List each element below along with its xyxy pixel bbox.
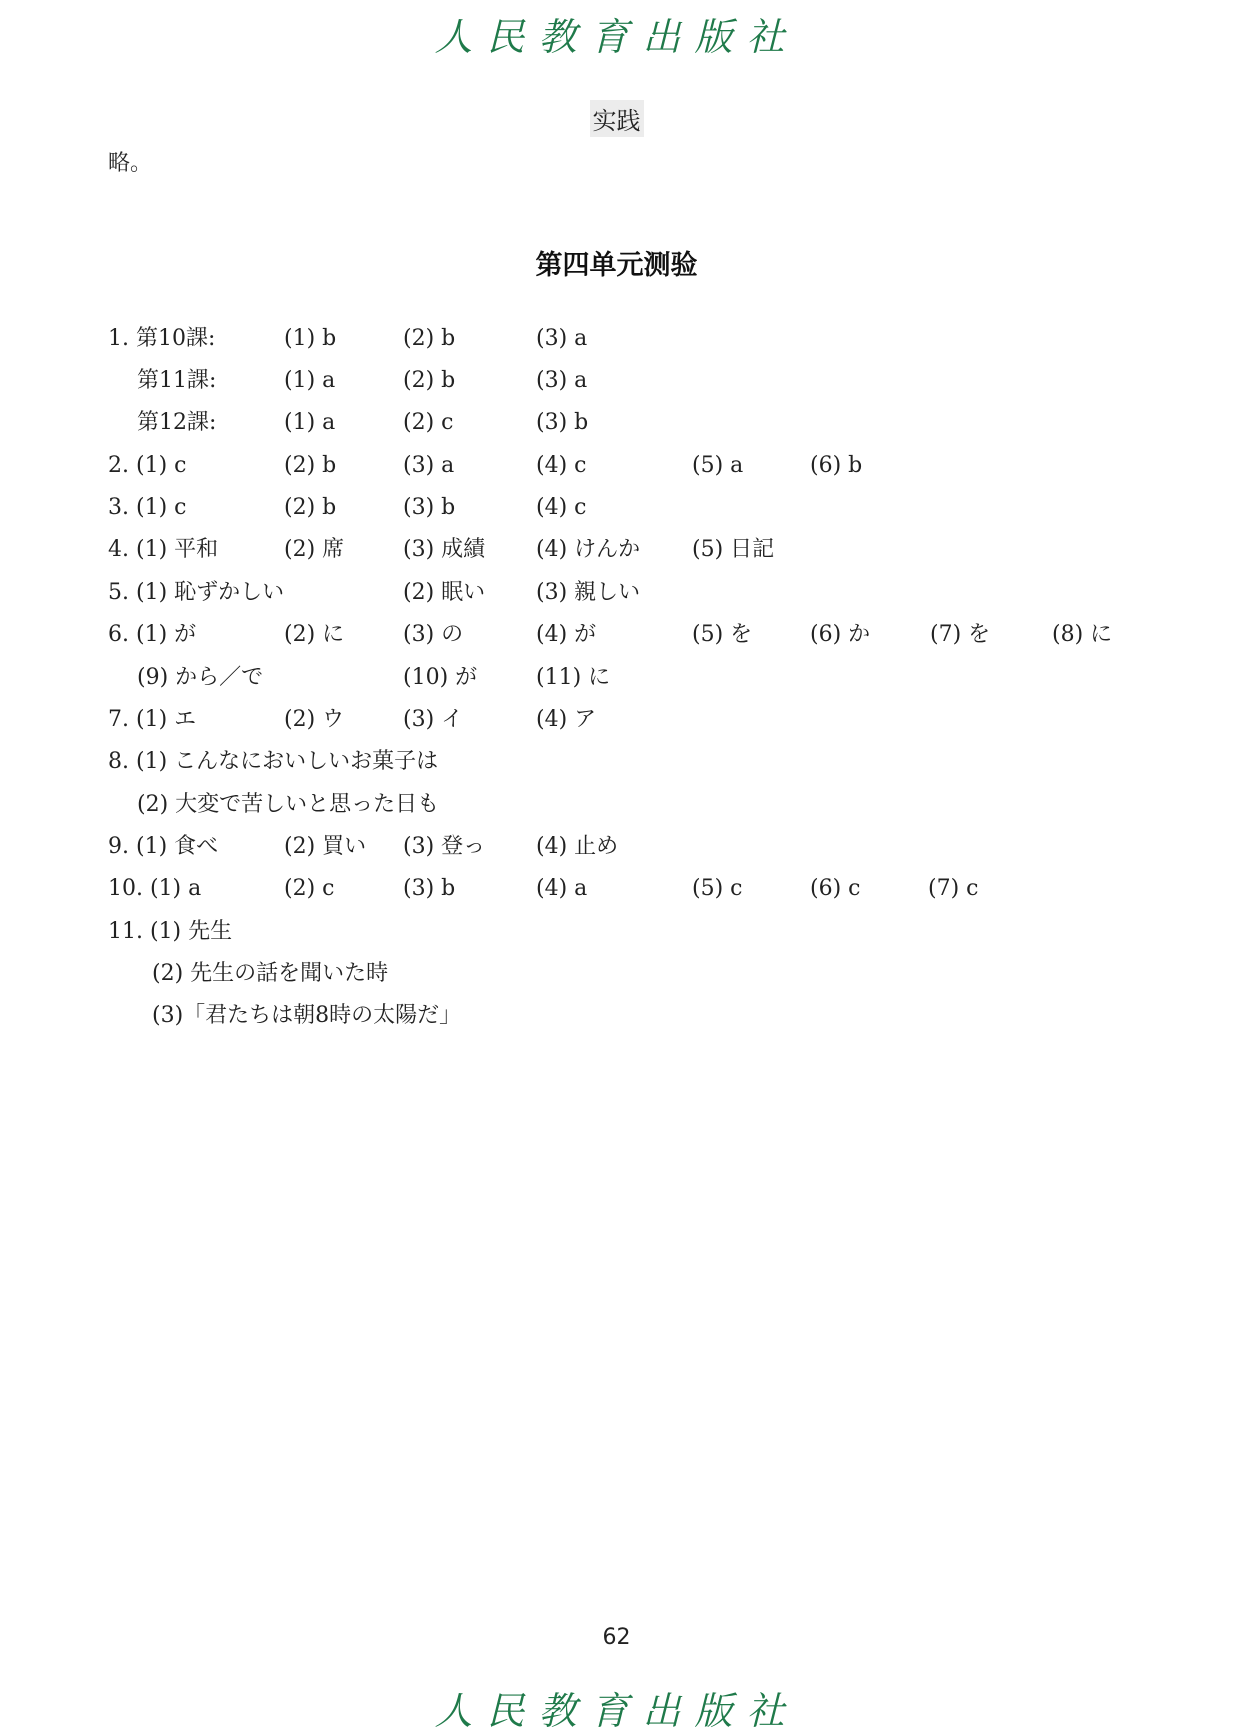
answer-item: 10. (1) a (108, 876, 202, 901)
answer-item: (4) c (536, 453, 587, 478)
answer-item: (4) 止め (536, 834, 619, 859)
answer-item: 第11課: (137, 368, 217, 393)
answer-item: (3)「君たちは朝8時の太陽だ」 (152, 1003, 462, 1028)
answer-item: (8) に (1052, 622, 1113, 647)
answer-row (0, 705, 1233, 745)
answer-item: (3) b (403, 495, 456, 520)
answer-item: (6) c (810, 876, 861, 901)
answer-item: (2) b (284, 495, 337, 520)
answer-item: (2) 眠い (403, 580, 486, 605)
answer-item: (5) 日記 (692, 537, 775, 562)
answer-item: (5) c (692, 876, 743, 901)
answer-list (0, 324, 1233, 1084)
answer-item: (9) から／で (137, 665, 264, 690)
answer-row (0, 535, 1233, 575)
answer-item: 6. (1) が (108, 622, 197, 647)
answer-item: (6) か (810, 622, 871, 647)
answer-item: 3. (1) c (108, 495, 187, 520)
answer-item: 11. (1) 先生 (108, 919, 233, 944)
answer-item: (11) に (536, 665, 611, 690)
answer-item: 5. (1) 恥ずかしい (108, 580, 285, 605)
answer-item: (4) ア (536, 707, 597, 732)
answer-item: (2) に (284, 622, 345, 647)
answer-item: (2) c (284, 876, 335, 901)
answer-row (0, 451, 1233, 491)
answer-item: (2) b (403, 368, 456, 393)
answer-row (0, 408, 1233, 448)
answer-item: (2) b (284, 453, 337, 478)
answer-row (0, 620, 1233, 660)
page-number: 62 (602, 1625, 631, 1650)
answer-item: (2) 買い (284, 834, 367, 859)
answer-item: (7) c (928, 876, 979, 901)
answer-item: 1. 第10課: (108, 326, 216, 351)
answer-row (0, 832, 1233, 872)
answer-item: (3) 登っ (403, 834, 486, 859)
answer-row (0, 790, 1233, 830)
unit-test-title: 第四单元测验 (535, 250, 698, 281)
answer-row (0, 493, 1233, 533)
answer-item: (3) a (536, 326, 588, 351)
answer-item: (2) 先生の話を聞いた時 (152, 961, 389, 986)
answer-row (0, 959, 1233, 999)
answer-row (0, 578, 1233, 618)
answer-item: 9. (1) 食べ (108, 834, 219, 859)
answer-item: (4) a (536, 876, 588, 901)
answer-item: (2) c (403, 410, 454, 435)
answer-row (0, 663, 1233, 703)
answer-item: (5) を (692, 622, 753, 647)
answer-item: (5) a (692, 453, 744, 478)
answer-item: (3) a (403, 453, 455, 478)
answer-item: (3) b (403, 876, 456, 901)
answer-row (0, 1001, 1233, 1041)
practice-heading (0, 100, 1233, 137)
answer-item: (4) が (536, 622, 597, 647)
answer-item: (1) a (284, 410, 336, 435)
answer-item: 4. (1) 平和 (108, 537, 219, 562)
answer-item: 第12課: (137, 410, 217, 435)
answer-item: 7. (1) エ (108, 707, 197, 732)
answer-item: (3) イ (403, 707, 464, 732)
answer-item: (3) の (403, 622, 464, 647)
answer-item: (4) けんか (536, 537, 641, 562)
answer-item: (7) を (930, 622, 991, 647)
answer-item: (4) c (536, 495, 587, 520)
answer-item: (1) b (284, 326, 337, 351)
practice-heading-text: 实践 (590, 100, 644, 137)
answer-row (0, 917, 1233, 957)
answer-item: (2) 大変で苦しいと思った日も (137, 792, 440, 817)
answer-item: (3) a (536, 368, 588, 393)
answer-row (0, 324, 1233, 364)
answer-item: (3) b (536, 410, 589, 435)
answer-item: (3) 成績 (403, 537, 486, 562)
answer-row (0, 747, 1233, 787)
practice-content: 略。 (108, 151, 153, 176)
answer-item: (2) b (403, 326, 456, 351)
answer-row (0, 366, 1233, 406)
answer-item: (6) b (810, 453, 863, 478)
answer-item: (10) が (403, 665, 478, 690)
answer-item: (2) 席 (284, 537, 345, 562)
answer-item: (1) a (284, 368, 336, 393)
answer-row (0, 874, 1233, 914)
answer-item: 8. (1) こんなにおいしいお菓子は (108, 749, 439, 774)
publisher-logo-bottom: 人民教育出版社 (434, 1689, 799, 1733)
answer-item: (3) 親しい (536, 580, 641, 605)
answer-item: 2. (1) c (108, 453, 187, 478)
publisher-logo-top: 人民教育出版社 (434, 15, 799, 59)
answer-item: (2) ウ (284, 707, 345, 732)
